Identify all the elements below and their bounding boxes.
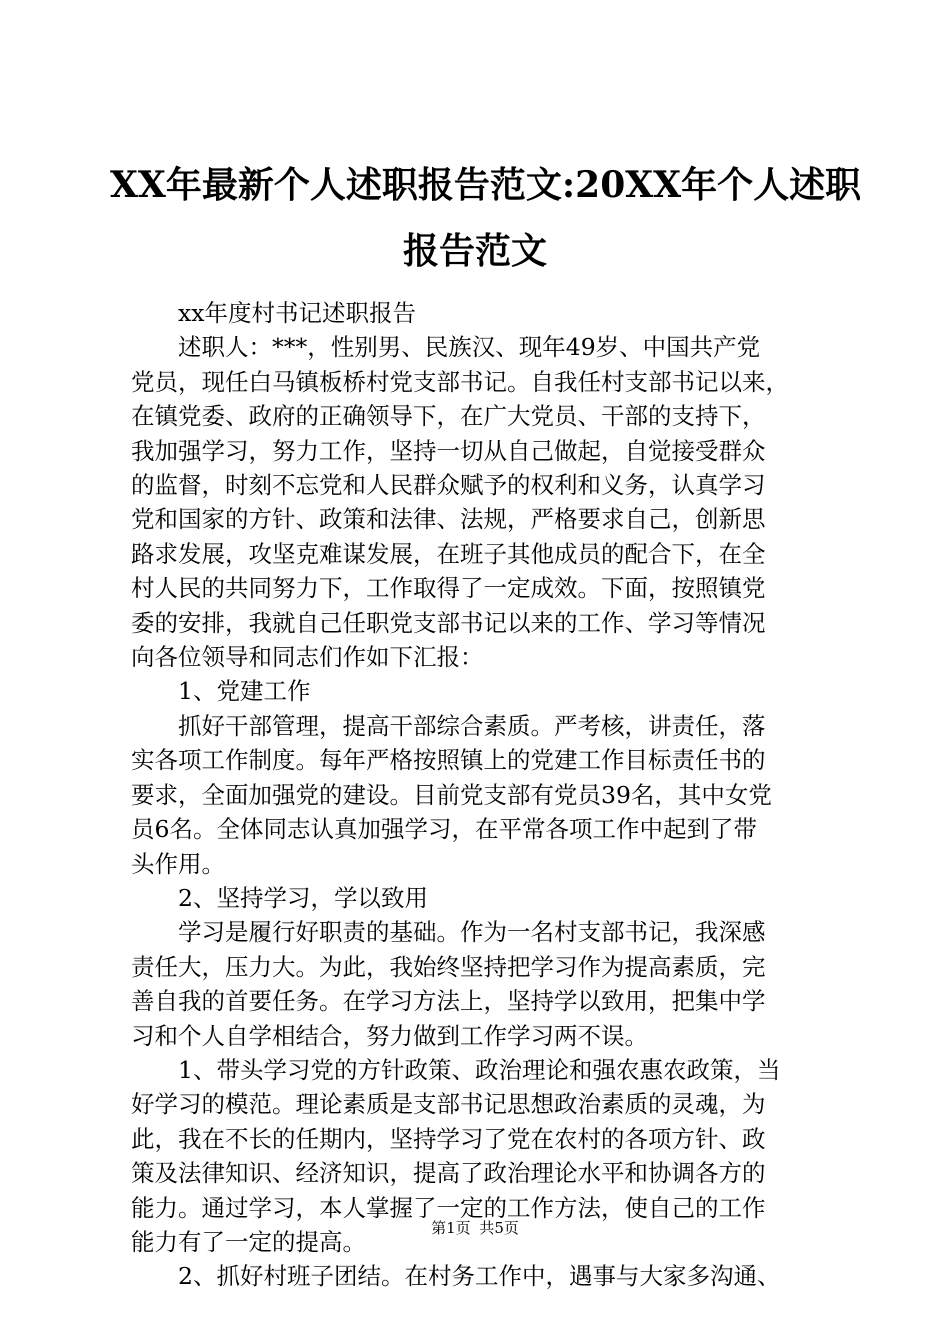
body-line: 此，我在不长的任期内，坚持学习了党在农村的各项方针、政 (131, 1124, 766, 1153)
body-line: 村人民的共同努力下，工作取得了一定成效。下面，按照镇党 (131, 574, 766, 603)
body-line: 头作用。 (131, 849, 225, 878)
body-line: 1、带头学习党的方针政策、政治理论和强农惠农政策，当 (131, 1055, 781, 1084)
title-line-2: 报告范文 (402, 230, 547, 272)
body-line: 善自我的首要任务。在学习方法上，坚持学以致用，把集中学 (131, 987, 766, 1016)
page-footer (0, 1217, 950, 1238)
body-line: 委的安排，我就自己任职党支部书记以来的工作、学习等情况 (131, 608, 766, 637)
body-line: 我加强学习，努力工作，坚持一切从自己做起，自觉接受群众 (131, 436, 766, 465)
body-line: 好学习的模范。理论素质是支部书记思想政治素质的灵魂，为 (131, 1090, 766, 1119)
body-line: 要求，全面加强党的建设。目前党支部有党员39名，其中女党 (131, 780, 772, 809)
body-line: 向各位领导和同志们作如下汇报： (131, 643, 484, 672)
body-line: 责任大，压力大。为此，我始终坚持把学习作为提高素质，完 (131, 952, 766, 981)
body-line: 党和国家的方针、政策和法律、法规，严格要求自己，创新思 (131, 505, 766, 534)
body-line: 学习是履行好职责的基础。作为一名村支部书记，我深感 (131, 918, 766, 947)
body-line: xx年度村书记述职报告 (131, 299, 417, 327)
body-line: 策及法律知识、经济知识，提高了政治理论水平和协调各方的 (131, 1159, 766, 1188)
body-line: 习和个人自学相结合，努力做到工作学习两不误。 (131, 1021, 648, 1050)
body-line: 2、抓好村班子团结。在村务工作中，遇事与大家多沟通、 (131, 1262, 781, 1291)
body-line: 1、党建工作 (131, 677, 311, 706)
title-line-1: XX年最新个人述职报告范文:20XX年个人述职 (110, 164, 862, 206)
body-line: 的监督，时刻不忘党和人民群众赋予的权利和义务，认真学习 (131, 471, 766, 500)
body-line: 实各项工作制度。每年严格按照镇上的党建工作目标责任书的 (131, 746, 766, 775)
document-title (110, 152, 862, 284)
body-line: 员6名。全体同志认真加强学习，在平常各项工作中起到了带 (131, 815, 757, 844)
body-line: 抓好干部管理，提高干部综合素质。严考核，讲责任，落 (131, 711, 766, 740)
document-body (131, 296, 831, 1294)
body-line: 党员，现任白马镇板桥村党支部书记。自我任村支部书记以来， (131, 367, 789, 396)
body-line: 2、坚持学习，学以致用 (131, 883, 428, 912)
body-line: 路求发展，攻坚克难谋发展，在班子其他成员的配合下，在全 (131, 539, 766, 568)
body-line: 述职人：***，性别男、民族汉、现年49岁、中国共产党 (131, 333, 761, 362)
body-line: 能力有了一定的提高。 (131, 1227, 366, 1256)
body-line: 在镇党委、政府的正确领导下，在广大党员、干部的支持下， (131, 402, 766, 431)
page-total: 共5页 (479, 1219, 519, 1237)
page-number: 第1页 (431, 1219, 471, 1237)
body-line: 能力。通过学习，本人掌握了一定的工作方法，使自己的工作 (131, 1193, 766, 1222)
